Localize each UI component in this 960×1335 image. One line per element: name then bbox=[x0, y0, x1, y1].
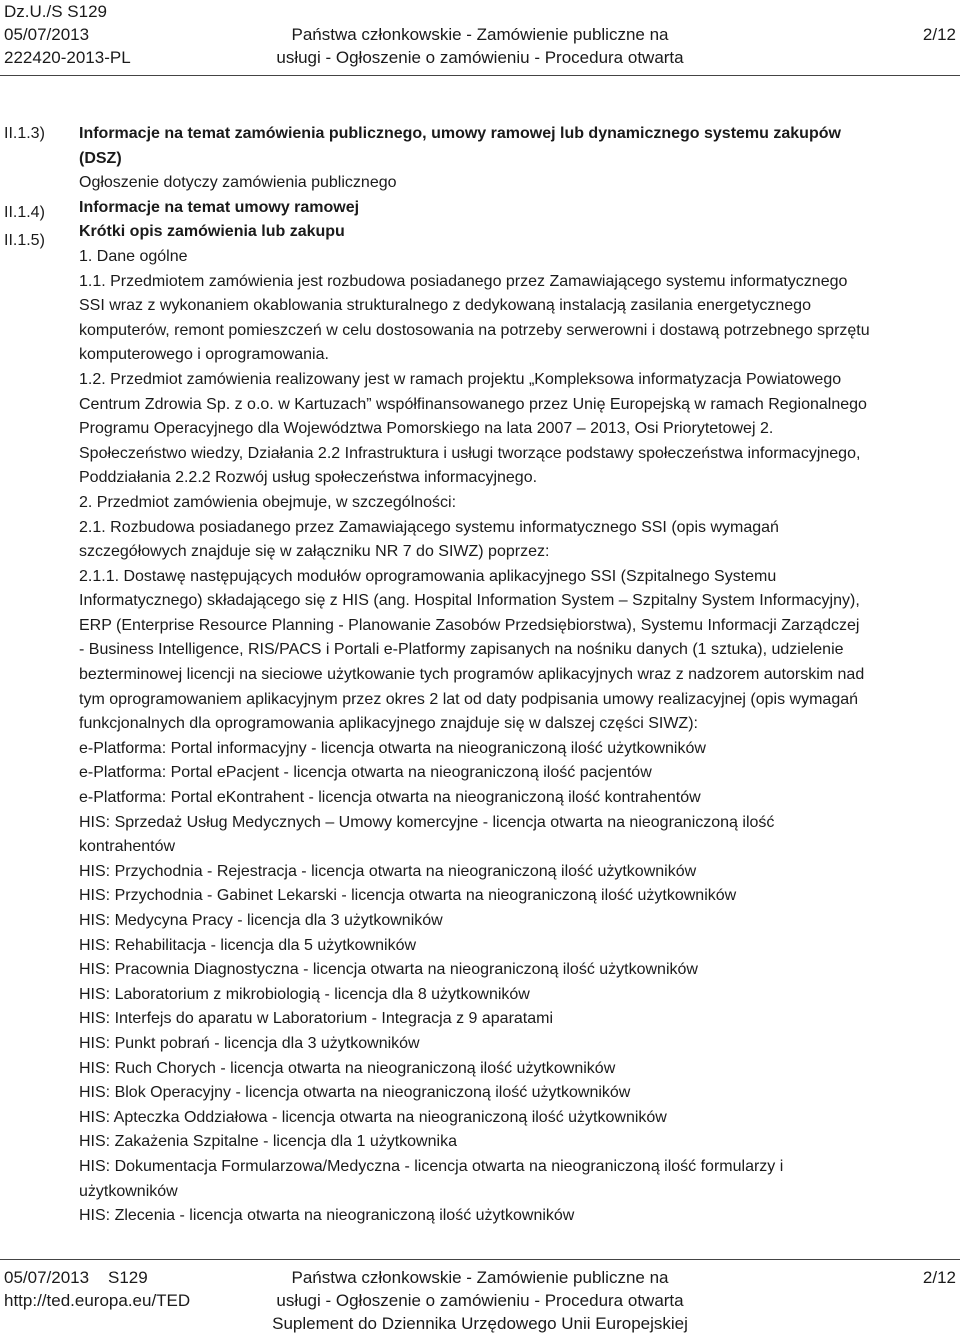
text-line: 2.1. Rozbudowa posiadanego przez Zamawiającego systemu informatycznego SSI (opis wymagań bbox=[79, 518, 779, 536]
text-line: HIS: Interfejs do aparatu w Laboratorium - Integracja z 9 aparatami bbox=[79, 1010, 554, 1028]
text-line: HIS: Blok Operacyjny - licencja otwarta na nieograniczoną ilość użytkowników bbox=[79, 1084, 631, 1102]
text-line: ERP (Enterprise Resource Planning - Planowanie Zasobów Przedsiębiorstwa), Systemu Informacji Zarządczej bbox=[79, 616, 860, 634]
footer-date: 05/07/2013 bbox=[4, 1268, 90, 1287]
footer-page-number: 2/12 bbox=[922, 1268, 956, 1287]
text-line: szczegółowych znajduje się w załączniku NR 7 do SIWZ) poprzez: bbox=[79, 543, 550, 561]
doc-ref: Dz.U./S S129 bbox=[4, 2, 107, 21]
header-title-line1: Państwa członkowskie - Zamówienie publiczne na bbox=[291, 25, 669, 44]
text-line: HIS: Medycyna Pracy - licencja dla 3 użytkowników bbox=[79, 912, 443, 929]
section-ref-ii-1-5: II.1.5) bbox=[4, 232, 45, 249]
section-ref-ii-1-3: II.1.3) bbox=[4, 125, 45, 142]
footer-title-line2: usługi - Ogłoszenie o zamówieniu - Procedura otwarta bbox=[276, 1291, 684, 1310]
page-footer bbox=[0, 1266, 960, 1334]
text-line: 1.2. Przedmiot zamówienia realizowany jest w ramach projektu „Kompleksowa informatyzacja Powiatowego bbox=[79, 370, 842, 388]
header-divider bbox=[0, 75, 960, 76]
text-line: Informacje na temat zamówienia publicznego, umowy ramowej lub dynamicznego systemu zakupów bbox=[79, 125, 841, 142]
text-line: 1.1. Przedmiotem zamówienia jest rozbudowa posiadanego przez Zamawiającego systemu informatycznego bbox=[79, 272, 848, 290]
text-line: Poddziałania 2.2.2 Rozwój usług społeczeństwa informacyjnego. bbox=[79, 469, 538, 487]
text-line: funkcjonalnych dla oprogramowania aplikacyjnego znajduje się w dalszej części SIWZ): bbox=[79, 715, 698, 733]
notice-body bbox=[79, 122, 954, 1229]
header-page-number: 2/12 bbox=[922, 25, 956, 44]
text-line: Informatycznego) składającego się z HIS (ang. Hospital Information System – Szpitalny System Informacyjny), bbox=[79, 592, 860, 610]
text-line: Programu Operacyjnego dla Województwa Pomorskiego na lata 2007 – 2013, Osi Priorytetowej 2. bbox=[79, 420, 774, 438]
text-line: Informacje na temat umowy ramowej bbox=[79, 198, 360, 216]
text-line: 2. Przedmiot zamówienia obejmuje, w szczególności: bbox=[79, 493, 457, 511]
text-line: bezterminowej licencji na sieciowe użytkowanie tych programów aplikacyjnych wraz z nadzorem autorskim nad bbox=[79, 666, 865, 684]
text-line: e-Platforma: Portal informacyjny - licencja otwarta na nieograniczoną ilość użytkowników bbox=[79, 739, 706, 757]
text-line: HIS: Ruch Chorych - licencja otwarta na nieograniczoną ilość użytkowników bbox=[79, 1059, 616, 1077]
text-line: HIS: Dokumentacja Formularzowa/Medyczna - licencja otwarta na nieograniczoną ilość formularzy i bbox=[79, 1157, 784, 1175]
text-line: HIS: Przychodnia - Gabinet Lekarski - licencja otwarta na nieograniczoną ilość użytkowników bbox=[79, 887, 737, 905]
footer-url: http://ted.europa.eu/TED bbox=[4, 1291, 191, 1310]
text-line: Krótki opis zamówienia lub zakupu bbox=[79, 223, 345, 241]
page-header bbox=[0, 0, 960, 72]
text-line: (DSZ) bbox=[79, 149, 122, 167]
text-line: Centrum Zdrowia Sp. z o.o. w Kartuzach” współfinansowanego przez Unię Europejską w ramach Regionalnego bbox=[79, 395, 867, 413]
text-line: HIS: Apteczka Oddziałowa - licencja otwarta na nieograniczoną ilość użytkowników bbox=[79, 1108, 667, 1126]
footer-divider bbox=[0, 1259, 960, 1260]
header-date: 05/07/2013 bbox=[4, 25, 90, 44]
text-line: HIS: Przychodnia - Rejestracja - licencja otwarta na nieograniczoną ilość użytkowników bbox=[79, 862, 697, 880]
text-line: Społeczeństwo wiedzy, Działania 2.2 Infrastruktura i usługi tworzące podstawy społeczeństwa informacyjnego, bbox=[79, 444, 861, 462]
text-line: 2.1.1. Dostawę następujących modułów oprogramowania aplikacyjnego SSI (Szpitalnego Systemu bbox=[79, 567, 777, 585]
text-line: HIS: Sprzedaż Usług Medycznych – Umowy komercyjne - licencja otwarta na nieograniczoną ilość bbox=[79, 813, 775, 831]
text-line: Ogłoszenie dotyczy zamówienia publicznego bbox=[79, 174, 397, 192]
footer-issue: S129 bbox=[108, 1268, 148, 1287]
section-ref-ii-1-4: II.1.4) bbox=[4, 204, 45, 221]
text-line: e-Platforma: Portal eKontrahent - licencja otwarta na nieograniczoną ilość kontrahentów bbox=[79, 789, 701, 807]
text-line: HIS: Rehabilitacja - licencja dla 5 użytkowników bbox=[79, 936, 417, 954]
text-line: komputerów, remont pomieszczeń w celu dostosowania na potrzeby serwerowni i dostawą potrzebnego sprzętu bbox=[79, 321, 870, 339]
text-line: kontrahentów bbox=[79, 838, 176, 856]
text-line: - Business Intelligence, RIS/PACS i Portali e-Platformy zapisanych na nośniku danych (1 sztuka), udzielenie bbox=[79, 641, 844, 659]
text-line: SSI wraz z wykonaniem okablowania strukturalnego z dedykowaną instalacją zasilania energetycznego bbox=[79, 297, 811, 315]
text-line: tym oprogramowaniem aplikacyjnym przez okres 2 lat od daty podpisania umowy realizacyjnej (opis wymagań bbox=[79, 690, 859, 708]
footer-supplement: Suplement do Dziennika Urzędowego Unii Europejskiej bbox=[272, 1314, 688, 1333]
footer-title-line1: Państwa członkowskie - Zamówienie publiczne na bbox=[291, 1268, 669, 1287]
text-line: HIS: Punkt pobrań - licencja dla 3 użytkowników bbox=[79, 1034, 420, 1052]
text-line: 1. Dane ogólne bbox=[79, 247, 188, 265]
text-line: użytkowników bbox=[79, 1182, 178, 1200]
text-line: komputerowego i oprogramowania. bbox=[79, 346, 329, 364]
text-line: HIS: Laboratorium z mikrobiologią - licencja dla 8 użytkowników bbox=[79, 985, 530, 1003]
header-title-line2: usługi - Ogłoszenie o zamówieniu - Procedura otwarta bbox=[276, 48, 684, 67]
text-line: HIS: Pracownia Diagnostyczna - licencja otwarta na nieograniczoną ilość użytkowników bbox=[79, 961, 698, 979]
text-line: e-Platforma: Portal ePacjent - licencja otwarta na nieograniczoną ilość pacjentów bbox=[79, 764, 652, 782]
notice-id: 222420-2013-PL bbox=[4, 48, 131, 67]
text-line: HIS: Zlecenia - licencja otwarta na nieograniczoną ilość użytkowników bbox=[79, 1207, 575, 1225]
text-line: HIS: Zakażenia Szpitalne - licencja dla 1 użytkownika bbox=[79, 1133, 457, 1151]
